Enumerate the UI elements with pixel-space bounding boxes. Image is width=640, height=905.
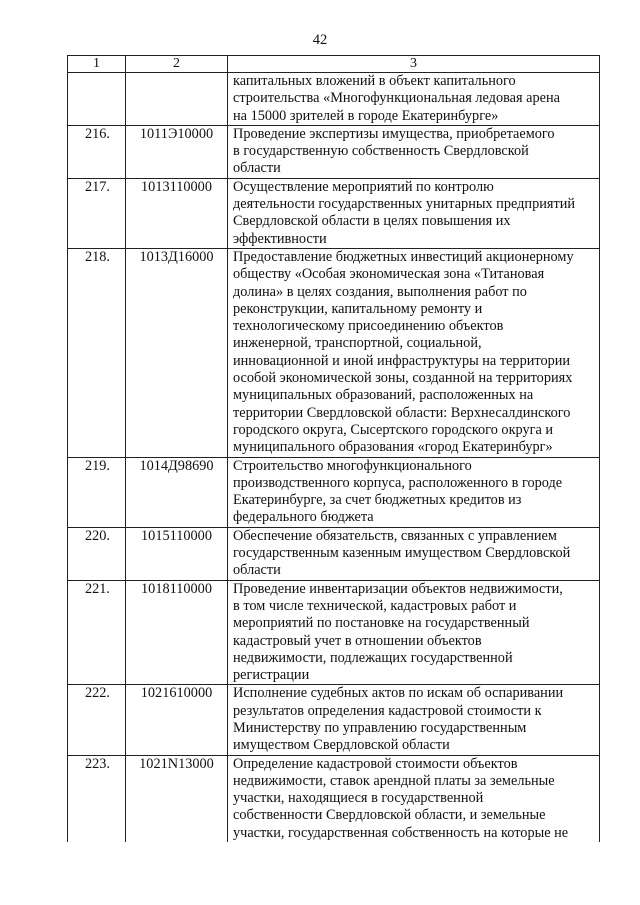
row-number: 223. (68, 755, 126, 842)
row-code: 1018110000 (126, 580, 228, 685)
row-number: 220. (68, 527, 126, 580)
row-code: 1021N13000 (126, 755, 228, 842)
row-code: 1013Д16000 (126, 248, 228, 457)
budget-classification-table (67, 55, 600, 842)
row-description: Предоставление бюджетных инвестиций акционерному обществу «Особая экономическая зона «Титановая долина» в целях создания, выполнения работ по реконструкции, капитальному ремонту и технологическому присоединению объектов инженерной, транспортной, социальной, инновационной и иной инфраструктуры на территории особой экономической зоны, созданной на территориях муниципальных образований, расположенных на территории Свердловской области: Верхнесалдинского городского округа, Сысертского городского округа и муниципального образования «город Екатеринбург» (228, 248, 600, 457)
row-number: 218. (68, 248, 126, 457)
row-description: Исполнение судебных актов по искам об оспаривании результатов определения кадастровой стоимости к Министерству по управлению государственным имуществом Свердловской области (228, 685, 600, 755)
row-description: Обеспечение обязательств, связанных с управлением государственным казенным имуществом Свердловской области (228, 527, 600, 580)
row-code: 1011Э10000 (126, 125, 228, 178)
table-row (68, 248, 600, 457)
row-number: 219. (68, 457, 126, 527)
row-number: 216. (68, 125, 126, 178)
table-row (68, 527, 600, 580)
row-number: 221. (68, 580, 126, 685)
row-description: Строительство многофункционального производственного корпуса, расположенного в городе Екатеринбурге, за счет бюджетных кредитов из федерального бюджета (228, 457, 600, 527)
row-description: Определение кадастровой стоимости объектов недвижимости, ставок арендной платы за земельные участки, находящиеся в государственной собственности Свердловской области, и земельные участки, государственная собственность на которые не (228, 755, 600, 842)
column-header-1: 1 (68, 56, 126, 73)
table-row (68, 178, 600, 248)
row-code: 1014Д98690 (126, 457, 228, 527)
row-code: 1021610000 (126, 685, 228, 755)
row-code: 1013110000 (126, 178, 228, 248)
table-row (68, 73, 600, 126)
row-description: Осуществление мероприятий по контролю деятельности государственных унитарных предприятий Свердловской области в целях повышения их эффективности (228, 178, 600, 248)
row-number: 222. (68, 685, 126, 755)
table-row (68, 457, 600, 527)
row-code: 1015110000 (126, 527, 228, 580)
table-row (68, 685, 600, 755)
page-number: 42 (312, 32, 328, 48)
table-row (68, 580, 600, 685)
column-header-3: 3 (228, 56, 600, 73)
row-number: 217. (68, 178, 126, 248)
row-description: капитальных вложений в объект капитального строительства «Многофункциональная ледовая арена на 15000 зрителей в городе Екатеринбурге» (228, 73, 600, 126)
row-code (126, 73, 228, 126)
row-description: Проведение экспертизы имущества, приобретаемого в государственную собственность Свердловской области (228, 125, 600, 178)
table-row (68, 125, 600, 178)
table-header-row (68, 56, 600, 73)
row-number (68, 73, 126, 126)
column-header-2: 2 (126, 56, 228, 73)
row-description: Проведение инвентаризации объектов недвижимости, в том числе технической, кадастровых работ и мероприятий по постановке на государственный кадастровый учет в отношении объектов недвижимости, подлежащих государственной регистрации (228, 580, 600, 685)
table-row (68, 755, 600, 842)
